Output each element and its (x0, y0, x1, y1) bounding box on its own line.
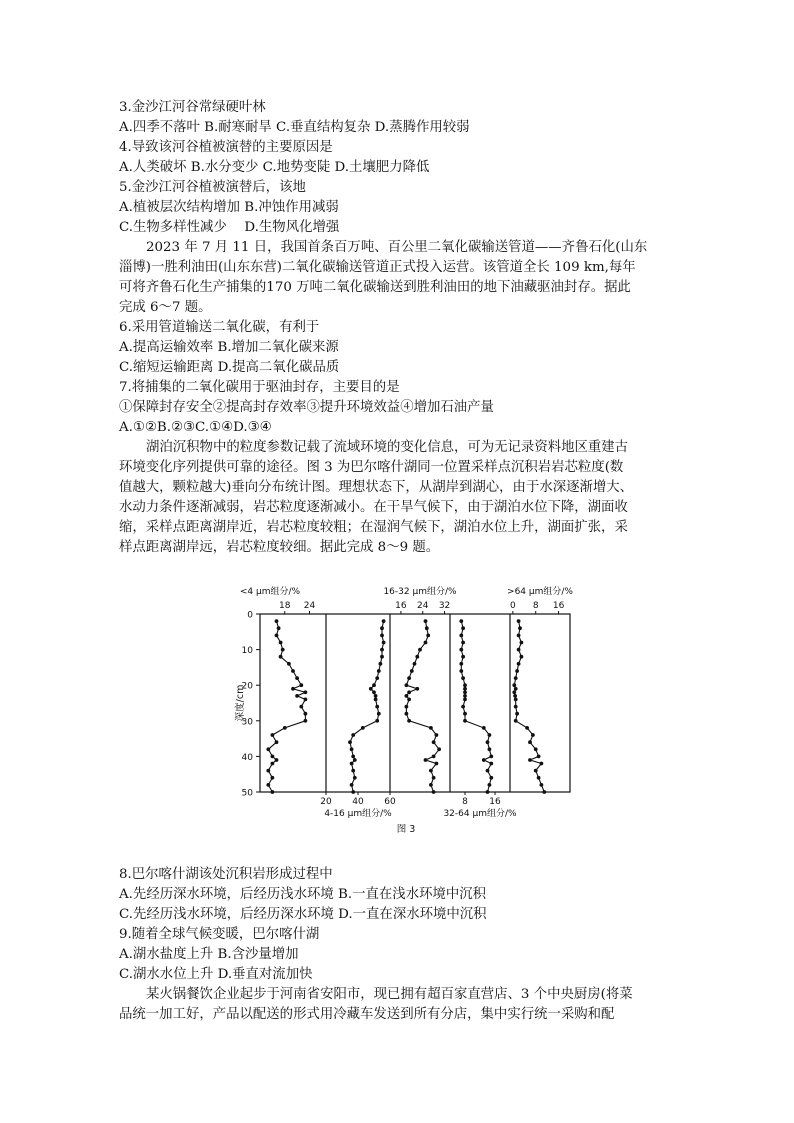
data-point (459, 662, 463, 666)
data-point (271, 762, 275, 766)
text-line-20: 值越大，颗粒越大)垂向分布统计图。理想状态下，从湖岸到湖心，由于水深逐渐增大、 (119, 480, 634, 495)
text-line-28: A.湖水盐度上升 B.含沙量增加 (119, 947, 299, 962)
data-point (275, 758, 279, 762)
data-point (424, 641, 428, 645)
data-point (518, 626, 522, 630)
data-point (512, 690, 516, 694)
data-point (275, 619, 279, 623)
data-point (517, 619, 521, 623)
x-tick-label: 40 (352, 797, 364, 807)
text-line-24: 8.巴尔喀什湖该处沉积岩形成过程中 (119, 867, 333, 882)
data-point (304, 712, 308, 716)
data-point (463, 694, 467, 698)
data-point (463, 683, 467, 687)
panel-label-4: 32-64 μm组分/% (443, 809, 517, 819)
data-point (372, 683, 376, 687)
data-point (351, 755, 355, 759)
data-point (488, 747, 492, 751)
data-point (266, 769, 270, 773)
y-tick-label: 20 (241, 681, 253, 692)
data-point (461, 626, 465, 630)
data-point (488, 733, 492, 737)
data-point (489, 762, 493, 766)
data-point (432, 776, 436, 780)
data-point (424, 619, 428, 623)
data-point (515, 712, 519, 716)
data-point (415, 687, 419, 691)
data-point (461, 655, 465, 659)
data-point (291, 687, 295, 691)
y-tick-label: 50 (241, 788, 253, 799)
data-point (517, 648, 521, 652)
data-point (405, 705, 409, 709)
data-point (369, 687, 373, 691)
data-point (528, 740, 532, 744)
data-point (459, 648, 463, 652)
data-point (382, 619, 386, 623)
data-point (405, 694, 409, 698)
series-line-3 (406, 621, 439, 792)
text-line-25: A.先经历深水环境，后经历浅水环境 B.一直在浅水环境中沉积 (119, 887, 487, 902)
data-point (432, 740, 436, 744)
data-point (405, 712, 409, 716)
text-line-9: 淄博)一胜利油田(山东东营)二氧化碳输送管道正式投入运营。该管道全长 109 km,每年 (119, 260, 636, 275)
figure-caption: 图 3 (396, 824, 416, 835)
data-point (374, 694, 378, 698)
data-point (435, 733, 439, 737)
data-point (459, 669, 463, 673)
data-point (528, 758, 532, 762)
data-point (514, 687, 518, 691)
text-line-19: 环境变化序列提供可靠的途径。图 3 为巴尔喀什湖同一位置采样点沉积岩岩芯粒度(数 (119, 460, 624, 475)
data-point (515, 669, 519, 673)
series-line-4 (461, 621, 491, 792)
data-point (377, 712, 381, 716)
data-point (488, 783, 492, 787)
x-tick-label: 24 (303, 601, 316, 611)
data-point (375, 676, 379, 680)
data-point (432, 755, 436, 759)
data-point (459, 619, 463, 623)
x-tick-label: 16 (489, 797, 501, 807)
data-point (463, 712, 467, 716)
data-point (461, 705, 465, 709)
data-point (531, 733, 535, 737)
data-point (279, 655, 283, 659)
data-point (486, 790, 490, 794)
data-point (277, 626, 281, 630)
data-point (271, 790, 275, 794)
data-point (534, 769, 538, 773)
data-point (486, 740, 490, 744)
text-line-14: C.缩短运输距离 D.提高二氧化碳品质 (119, 360, 340, 375)
data-point (299, 683, 303, 687)
data-point (540, 783, 544, 787)
data-point (463, 687, 467, 691)
data-point (287, 662, 291, 666)
data-point (463, 690, 467, 694)
data-point (463, 698, 467, 702)
data-point (514, 676, 518, 680)
text-line-2: A.四季不落叶 B.耐寒耐旱 C.垂直结构复杂 D.蒸腾作用较弱 (119, 120, 470, 135)
text-line-27: 9.随着全球气候变暖，巴尔喀什湖 (119, 927, 320, 942)
data-point (429, 783, 433, 787)
text-line-17: A.①②B.②③C.①④D.③④ (119, 420, 272, 435)
data-point (540, 762, 544, 766)
data-point (377, 669, 381, 673)
text-line-6: A.植被层次结构增加 B.冲蚀作用减弱 (119, 200, 339, 215)
x-tick-label: 18 (279, 601, 291, 611)
data-point (426, 634, 430, 638)
data-point (271, 733, 275, 737)
data-point (380, 626, 384, 630)
x-tick-label: 16 (395, 601, 407, 611)
data-point (281, 648, 285, 652)
data-point (375, 719, 379, 723)
data-point (514, 719, 518, 723)
data-point (351, 769, 355, 773)
data-point (407, 690, 411, 694)
data-point (513, 694, 517, 698)
data-point (353, 776, 357, 780)
data-point (266, 747, 270, 751)
x-tick-label: 32 (438, 601, 451, 611)
x-tick-label: 8 (462, 797, 468, 807)
data-point (304, 690, 308, 694)
data-point (407, 698, 411, 702)
text-line-30: 某火锅餐饮企业起步于河南省安阳市，现已拥有超百家直营店、3 个中央厨房(将菜 (146, 987, 633, 1002)
data-point (374, 698, 378, 702)
data-point (537, 776, 541, 780)
data-point (463, 719, 467, 723)
data-point (407, 676, 411, 680)
text-line-13: A.提高运输效率 B.增加二氧化碳来源 (119, 340, 339, 355)
data-point (299, 705, 303, 709)
series-line-5 (514, 621, 544, 792)
y-tick-label: 40 (241, 752, 253, 763)
panel-label-1: <4 μm组分/% (239, 587, 301, 597)
data-point (517, 662, 521, 666)
data-point (461, 676, 465, 680)
text-line-3: 4.导致该河谷植被演替的主要原因是 (119, 140, 333, 155)
text-line-21: 水动力条件逐渐减弱，岩芯粒度逐渐减小。在干旱气候下，由于湖泊水位下降，湖面收 (119, 500, 628, 515)
data-point (275, 740, 279, 744)
data-point (415, 655, 419, 659)
data-point (537, 755, 541, 759)
data-point (291, 669, 295, 673)
x-tick-label: 8 (532, 601, 539, 611)
x-tick-label: 20 (320, 797, 332, 807)
data-point (517, 634, 521, 638)
text-line-1: 3.金沙江河谷常绿硬叶林 (119, 100, 266, 115)
data-point (437, 747, 441, 751)
data-point (489, 755, 493, 759)
data-point (425, 626, 429, 630)
data-point (350, 783, 354, 787)
text-line-4: A.人类破坏 B.水分变少 C.地势变陡 D.土壤肥力降低 (119, 160, 430, 175)
y-tick-label: 0 (247, 610, 253, 621)
data-point (382, 641, 386, 645)
data-point (424, 758, 428, 762)
data-point (295, 694, 299, 698)
data-point (380, 634, 384, 638)
data-point (295, 676, 299, 680)
data-point (283, 726, 287, 730)
data-point (380, 648, 384, 652)
text-line-12: 6.采用管道输送二氧化碳，有利于 (119, 320, 320, 335)
data-point (348, 740, 352, 744)
data-point (482, 758, 486, 762)
data-point (304, 719, 308, 723)
figure-3-grain-size-chart (235, 585, 578, 847)
text-line-16: ①保障封存安全②提高封存效率③提升环境效益④增加石油产量 (119, 400, 494, 415)
data-point (525, 726, 529, 730)
data-point (351, 733, 355, 737)
data-point (461, 641, 465, 645)
data-point (413, 662, 417, 666)
data-point (520, 655, 524, 659)
y-tick-label: 10 (241, 646, 253, 657)
data-point (375, 705, 379, 709)
data-point (486, 769, 490, 773)
text-line-22: 缩，采样点距离湖岸近，岩芯粒度较粗；在湿润气候下，湖泊水位上升，湖面扩张，采 (119, 520, 628, 535)
text-line-23: 样点距离湖岸远，岩芯粒度较细。据此完成 8～9 题。 (119, 540, 440, 555)
data-point (542, 790, 546, 794)
data-point (353, 758, 357, 762)
data-point (520, 641, 524, 645)
data-point (410, 669, 414, 673)
data-point (405, 683, 409, 687)
data-point (350, 747, 354, 751)
text-line-10: 可将齐鲁石化生产捕集的170 万吨二氧化碳输送到胜利油田的地下油藏驱油封存。据此 (119, 280, 631, 295)
data-point (514, 705, 518, 709)
plot-frame (260, 614, 570, 792)
text-line-7: C.生物多样性减少 D.生物风化增强 (119, 220, 340, 235)
panel-label-5: >64 μm组分/% (507, 587, 573, 597)
data-point (435, 762, 439, 766)
data-point (459, 634, 463, 638)
panel-label-3: 16-32 μm组分/% (383, 587, 457, 597)
data-point (432, 790, 436, 794)
data-point (275, 634, 279, 638)
data-point (361, 726, 365, 730)
data-point (429, 726, 433, 730)
data-point (489, 776, 493, 780)
x-tick-label: 0 (509, 601, 516, 611)
data-point (514, 698, 518, 702)
text-line-26: C.先经历浅水环境，后经历深水环境 D.一直在深水环境中沉积 (119, 907, 487, 922)
data-point (380, 655, 384, 659)
data-point (350, 762, 354, 766)
panel-label-2: 4-16 μm组分/% (324, 809, 392, 819)
data-point (266, 783, 270, 787)
data-point (351, 790, 355, 794)
data-point (418, 648, 422, 652)
text-line-15: 7.将捕集的二氧化碳用于驱油封存，主要目的是 (119, 380, 400, 395)
data-point (372, 690, 376, 694)
data-point (271, 776, 275, 780)
text-line-18: 湖泊沉积物中的粒度参数记载了流域环境的变化信息，可为无记录资料地区重建古 (146, 440, 629, 455)
data-point (304, 698, 308, 702)
data-point (279, 641, 283, 645)
x-tick-label: 24 (417, 601, 429, 611)
text-line-29: C.湖水水位上升 D.垂直对流加快 (119, 967, 313, 982)
data-point (379, 662, 383, 666)
data-point (512, 683, 516, 687)
data-point (534, 747, 538, 751)
text-line-31: 品统一加工好，产品以配送的形式用冷藏车发送到所有分店，集中实行统一采购和配 (119, 1007, 615, 1022)
text-line-5: 5.金沙江河谷植被演替后，该地 (119, 180, 306, 195)
x-tick-label: 60 (384, 797, 396, 807)
x-tick-label: 16 (552, 601, 565, 611)
data-point (429, 769, 433, 773)
text-line-11: 完成 6～7 题。 (119, 300, 212, 315)
y-axis-label: 深度/cm (235, 684, 246, 722)
data-point (482, 726, 486, 730)
y-tick-label: 30 (241, 717, 253, 728)
text-line-8: 2023 年 7 月 11 日，我国首条百万吨、百公里二氧化碳输送管道——齐鲁石化(山东 (146, 240, 648, 255)
data-point (271, 755, 275, 759)
data-point (407, 719, 411, 723)
